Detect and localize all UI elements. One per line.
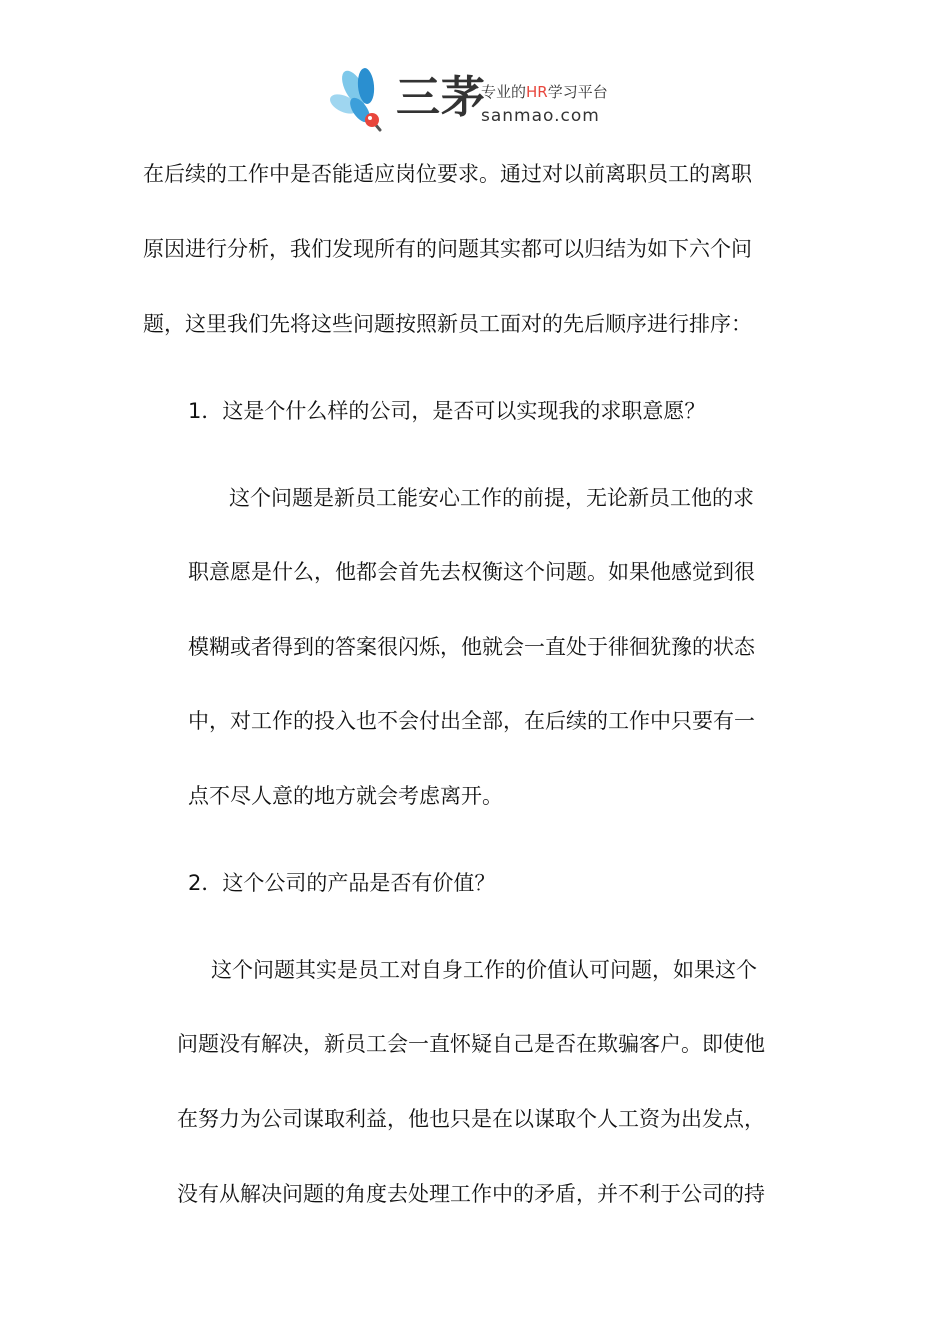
intro-line-3: 题，这里我们先将这些问题按照新员工面对的先后顺序进行排序： [143, 312, 752, 336]
item-1-line-3: 模糊或者得到的答案很闪烁，他就会一直处于徘徊犹豫的状态 [188, 635, 755, 659]
tagline-suffix: 学习平台 [547, 83, 608, 101]
item-1-line-1: 这个问题是新员工能安心工作的前提，无论新员工他的求 [229, 486, 754, 510]
logo-wordmark: 三茅 [396, 72, 486, 123]
item-2-heading: 2．这个公司的产品是否有价值？ [188, 871, 496, 895]
site-domain: sanmao.com [481, 106, 600, 126]
item-2-line-3: 在努力为公司谋取利益，他也只是在以谋取个人工资为出发点， [177, 1107, 765, 1131]
tagline-prefix: 专业的 [481, 83, 527, 101]
intro-line-2: 原因进行分析，我们发现所有的问题其实都可以归结为如下六个问 [143, 237, 752, 261]
dragonfly-logo-icon [326, 66, 396, 138]
item-2-line-4: 没有从解决问题的角度去处理工作中的矛盾，并不利于公司的持 [177, 1182, 765, 1206]
item-1-line-5: 点不尽人意的地方就会考虑离开。 [188, 784, 503, 808]
item-1-line-4: 中，对工作的投入也不会付出全部，在后续的工作中只要有一 [188, 709, 755, 733]
item-2-line-2: 问题没有解决，新员工会一直怀疑自己是否在欺骗客户。即使他 [177, 1032, 765, 1056]
tagline [481, 82, 608, 102]
brand-header [0, 62, 950, 142]
intro-line-1: 在后续的工作中是否能适应岗位要求。通过对以前离职员工的离职 [143, 162, 752, 186]
item-1-heading: 1．这是个什么样的公司，是否可以实现我的求职意愿？ [188, 399, 706, 423]
tagline-hr: HR [526, 83, 548, 101]
item-2-line-1: 这个问题其实是员工对自身工作的价值认可问题，如果这个 [211, 958, 757, 982]
item-1-line-2: 职意愿是什么，他都会首先去权衡这个问题。如果他感觉到很 [188, 560, 755, 584]
